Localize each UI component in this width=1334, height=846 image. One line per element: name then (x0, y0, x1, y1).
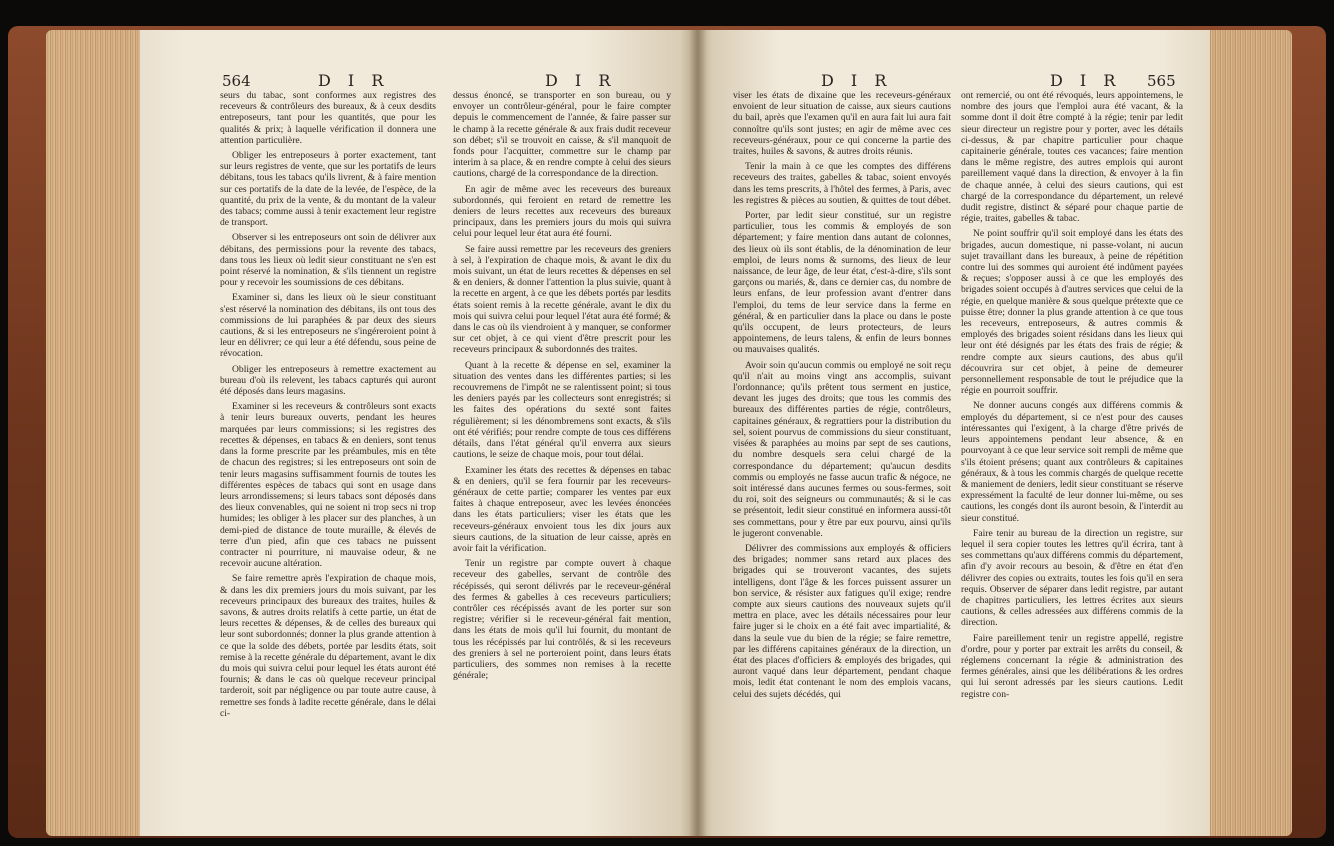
paragraph: Tenir un registre par compte ouvert à chaque receveur des gabelles, servant de contrôle des récépissés, qui seront délivrés par le receveur-général des fermes & gabelles à ces receveurs particuliers; contrôler ces récépissés avant de les porter sur son registre; vérifier si le receveur-général fait mention, dans les états de mois qu'il lui fournit, du montant de tous les récépissés par lui contrôlés, & si les receveurs des greniers à sel ne porteroient point, dans leurs états particuliers, des sommes non remises à la recette générale; (453, 558, 671, 682)
paragraph: Porter, par ledit sieur constitué, sur un registre particulier, tous les commis & employés de son département; y faire mention dans autant de colonnes, des lieux où ils sont établis, de la dénomination de leur emploi, de leurs noms & surnoms, des lieux de leur naissance, de leur âge, de leur état, c'est-à-dire, s'ils sont garçons ou mariés, &, dans ce dernier cas, du nombre de leurs enfans, de leur profession avant d'entrer dans l'emploi, du tems de leur service dans la ferme en général, & en particulier dans la place ou dans le poste qu'ils occupent, de leurs protecteurs, de leurs appointemens, de leurs talens, & enfin de leurs bonnes ou mauvaises qualités. (733, 210, 951, 356)
paragraph: Obliger les entreposeurs à porter exactement, tant sur leurs registres de vente, que sur les portatifs de leurs débitans, tous les tabacs qu'ils livrent, & à faire mention sur ces portatifs de la date de la levée, de l'espèce, de la quantité, du prix de la vente, & du montant de la valeur des tabacs; comme aussi à tenir exactement leur registre de transport. (220, 150, 436, 229)
paragraph: Obliger les entreposeurs à remettre exactement au bureau d'où ils relevent, les tabacs capturés qui auront été déposés dans leurs magasins. (220, 363, 436, 398)
paragraph: Ne point souffrir qu'il soit employé dans les états des brigades, aucun domestique, ni passe-volant, ni aucun sujet travaillant dans les bureaux, à peine de répétition contre lui des sommes qui auroient été indûment payées & reçues; s'opposer aussi à ce que les employés des brigades soient occupés à d'autres services que celui de la régie, en quelque manière & sous quelque prétexte que ce puisse être; donner la plus grande attention à ce que tous les receveurs, entreposeurs, & autres commis & employés des brigades soient résidans dans les lieux qui leur ont été désignés par les états des frais de régie; & rendre compte aux sieurs cautions, des abus qu'il découvrira sur cet objet, à peine de demeurer personnellement responsable de tout le préjudice que la régie en pourroit souffrir. (961, 228, 1183, 397)
paragraph: Faire pareillement tenir un registre appellé, registre d'ordre, pour y porter par extrait les arrêts du conseil, & réglemens concernant la régie & administration des fermes générales, ainsi que les délibérations & les ordres qui lui seront adressés par les sieurs cautions. Ledit registre con- (961, 632, 1183, 700)
running-head-left-1: D I R (318, 71, 390, 90)
page-edges-right (1206, 30, 1292, 836)
paragraph: Examiner les états des recettes & dépenses en tabac & en deniers, qu'il se fera fournir par les receveurs-généraux de cette partie; comparer les ventes par eux faites à chaque entreposeur, avec les levées énoncées dans les états particuliers; viser les états que les receveurs-généraux envoient tous les dix jours aux sieurs cautions, de la situation de leur caisse, après en avoir fait la vérification. (453, 464, 671, 554)
paragraph: Tenir la main à ce que les comptes des différens receveurs des traites, gabelles & tabac, soient envoyés dans les tems prescrits, à l'hôtel des fermes, à Paris, avec les registres & pièces au soutien, & quittes de tout débet. (733, 161, 951, 206)
paragraph: Observer si les entreposeurs ont soin de délivrer aux débitans, des permissions pour la revente des tabacs, dans tous les lieux où ledit sieur constituant ne s'en est point réservé la nomination, & s'ils tiennent un registre pour y recevoir les soumissions de ces débitans. (220, 232, 436, 289)
running-head-right-2: D I R (1050, 71, 1122, 90)
book-gutter (689, 30, 707, 836)
text-column-1 (220, 90, 436, 828)
running-head-right-1: D I R (821, 71, 893, 90)
paragraph: Examiner si les receveurs & contrôleurs sont exacts à tenir leurs bureaux ouverts, pendant les heures marquées par leurs commissions; si les registres des recettes & dépenses, en tabacs & en deniers, sont tenus dans la forme prescrite par les préambules, mis en tête de chacun des registres; si les entreposeurs ont soin de tenir leurs magasins suffisamment fournis de toutes les différentes espèces de tabacs qui sont en usage dans leurs arrondissemens; si leurs tabacs sont déposés dans des lieux convenables, qui ne soient ni trop secs ni trop humides; les obliger à les placer sur des planches, à un demi-pied de distance de toute muraille, & élevés de terre d'un pied, afin que ces tabacs ne puissent contracter ni pourriture, ni mauvaise odeur, & ne recevoir aucune altération. (220, 401, 436, 570)
page-number-right: 565 (1147, 72, 1176, 90)
paragraph: Ne donner aucuns congés aux différens commis & employés du département, si ce n'est pour des causes intéressantes qui l'exigent, à la charge d'être privés de leurs appointemens pendant leur absence, & en pourvoyant à ce que leur service soit rempli de même que s'ils étoient présens; quant aux contrôleurs & capitaines généraux, & à tous les commis chargés de quelque recette & maniement de deniers, ledit sieur constituant se réserve expressément la faculté de leur donner lui-même, ou ses cautions, les congés dont ils auront besoin, & l'interdit au sieur constitué. (961, 400, 1183, 524)
paragraph: seurs du tabac, sont conformes aux registres des receveurs & contrôleurs des bureaux, & à ceux desdits entreposeurs, tant pour les quantités, que pour les qualités & prix; à laquelle vérification il donnera une attention particulière. (220, 90, 436, 146)
paragraph: ont remercié, ou ont été révoqués, leurs appointemens, le nombre des jours que l'emploi aura été vacant, & la somme dont il doit être compté à la régie; tenir par ledit sieur directeur un registre pour y porter, avec les détails ci-dessus, & par chapitre particulier pour chaque capitainerie générale, toutes ces vacances; faire mention dans le même registre, des autres emplois qui auront pareillement vaqué dans la direction, & envoyer à la fin de chaque année, à celui des sieurs cautions, qui est chargé de la correspondance du département, un relevé dudit registre, distinct & séparé pour chaque partie de régie, traites, gabelles & tabac. (961, 90, 1183, 225)
paragraph: Faire tenir au bureau de la direction un registre, sur lequel il sera copier toutes les lettres qu'il écrira, tant à ses commettans qu'aux différens commis du département, afin d'y avoir recours au besoin, & d'être en état d'en délivrer des copies ou extraits, toutes les fois qu'il en sera requis. Observer de séparer dans ledit registre, par autant de chapitres particuliers, les lettres écrites aux sieurs cautions, & celles adressées aux différens commis de la direction. (961, 527, 1183, 629)
paragraph: Se faire remettre après l'expiration de chaque mois, & dans les dix premiers jours du mois suivant, par les receveurs principaux des bureaux des traites, huiles & savons, & autres droits relatifs à cette partie, un état de leurs recettes & dépenses, & de celles des bureaux qui leur sont subordonnés; donner la plus grande attention à ce que la solde des débets, portée par lesdits états, soit remise à la recette générale du département, avant le dix du mois qui suivra celui pour lequel les états auront été fournis; & dans le cas où quelque receveur principal tarderoit, soit par négligence ou par toute autre cause, à remettre ses fonds à ladite recette générale, dans le délai ci- (220, 573, 436, 719)
page-edges-left (46, 30, 144, 836)
paragraph: dessus énoncé, se transporter en son bureau, ou y envoyer un contrôleur-général, pour le faire compter depuis le commencement de l'année, & faire passer sur le champ à la recette générale & aux frais dudit receveur son débet; s'il se trouvoit en caisse, & s'il manquoit de fonds pour l'acquitter, commettre sur le champ par interim à sa place, & en rendre compte à celui des sieurs cautions, chargé de la correspondance de la direction. (453, 90, 671, 180)
paragraph: Avoir soin qu'aucun commis ou employé ne soit reçu qu'il n'ait au moins vingt ans accomplis, suivant l'ordonnance; qu'ils prêtent tous serment en justice, devant les juges des droits; que tous les commis des bureaux des différentes parties de régie, contrôleurs, capitaines généraux, & regrattiers pour la distribution du sel, soient pourvus de commissions du sieur constituant, visées & paraphées au moins par sept de ses cautions, du nombre desquels sera celui chargé de la correspondance du département; qu'aucun desdits commis ou employés ne fasse aucun trafic & négoce, ne soit intéressé dans aucunes fermes ou sous-fermes, soit du roi, soit des seigneurs ou communautés; & si le cas se présentoit, ledit sieur constitué en informera aussi-tôt ses commettans, pour y être par eux pourvu, ainsi qu'ils le jugeront convenable. (733, 359, 951, 539)
paragraph: Se faire aussi remettre par les receveurs des greniers à sel, à l'expiration de chaque mois, & avant le dix du mois suivant, un état de leurs recettes & dépenses en sel & en deniers, & donner l'attention la plus suivie, quant à la recette en argent, à ce que les débets portés par lesdits états soient remis à la recette générale, avant le dix du mois qui suivra celui pour lequel l'état aura été formé; & dans le cas où ils viendroient à y manquer, se conformer sur cet objet, à ce qui vient d'être prescrit pour les receveurs principaux & subordonnés des traites. (453, 243, 671, 356)
text-column-3 (733, 90, 951, 828)
paragraph: Délivrer des commissions aux employés & officiers des brigades; nommer sans retard aux places des brigades qui se trouveront vacantes, des sujets intelligens, dont l'âge & les forces puissent assurer un bon service, & résister aux fatigues qu'il exige; rendre compte aux sieurs cautions des nouveaux sujets qu'il mettra en place, avec les détails nécessaires pour leur faire juger si le choix en a été fait avec impartialité, & dans la seule vue du bien de la régie; se faire remettre, par les différens capitaines généraux de la direction, un état des places d'officiers & employés des brigades, qui auront vaqué dans leur département, pendant chaque mois, ledit état contenant le nom des emplois vacans, celui des sujets décédés, qui (733, 542, 951, 700)
paragraph: En agir de même avec les receveurs des bureaux subordonnés, qui feroient en retard de remettre les deniers de leurs recettes aux receveurs des bureaux principaux, dans les premiers jours du mois qui suivra celui pour lequel leur état aura été fourni. (453, 183, 671, 240)
running-head-left-2: D I R (545, 71, 617, 90)
paragraph: Examiner si, dans les lieux où le sieur constituant s'est réservé la nomination des débitans, ils ont tous des commissions de lui paraphées & par deux des sieurs cautions, & si les entreposeurs ne s'ingéreroient point à leur en délivrer; ce qui leur a été défendu, sous peine de révocation. (220, 292, 436, 360)
page-number-left: 564 (222, 72, 251, 90)
paragraph: viser les états de dixaine que les receveurs-généraux envoient de leur situation de caisse, aux sieurs cautions du bail, après que l'examen qu'il en aura fait lui aura fait connoître qu'ils sont justes; en agir de même avec ces receveurs-généraux, pour ce qui concerne la partie des traites, huiles & savons, & autres droits réunis. (733, 90, 951, 158)
text-column-2 (453, 90, 671, 828)
text-column-4 (961, 90, 1183, 828)
paragraph: Quant à la recette & dépense en sel, examiner la situation des ventes dans les différentes parties; si les recouvremens de l'impôt ne se ralentissent point; si tous les deniers payés par les collecteurs sont enregistrés; si les faites des opérations du sexté sont faites régulièrement; si les dénombremens sont exacts, & s'ils ont été vérifiés; pour rendre compte de tous ces différens détails, dans l'état général qu'il enverra aux sieurs cautions, le seize de chaque mois, pour tout délai. (453, 359, 671, 461)
